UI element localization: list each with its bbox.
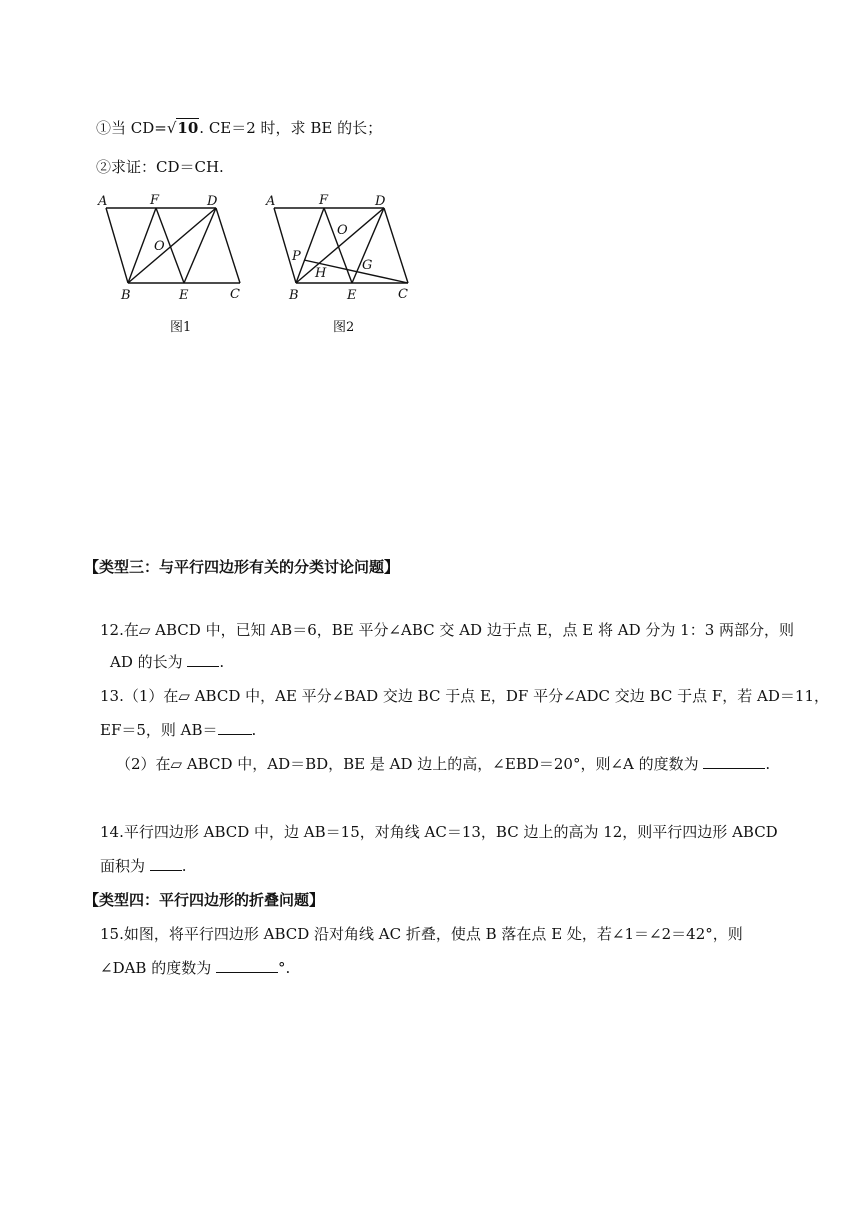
fig1-label-o: O (154, 239, 165, 254)
q11-part1-post: . CE＝2 时，求 BE 的长； (199, 119, 383, 137)
fig2-label-f: F (319, 193, 329, 208)
fig1-label-c: C (230, 287, 240, 302)
section-4-title: 【类型四：平行四边形的折叠问题】 (84, 891, 325, 909)
q14-answer-blank[interactable] (150, 856, 182, 871)
section-3-title: 【类型三：与平行四边形有关的分类讨论问题】 (84, 558, 400, 576)
q14-line1: 14.平行四边形 ABCD 中，边 AB＝15，对角线 AC＝13，BC 边上的高为 12，则平行四边形 ABCD (100, 823, 778, 841)
q15-answer-blank[interactable] (216, 958, 278, 973)
fig1-label-e: E (179, 288, 189, 303)
q12-answer-blank[interactable] (187, 652, 219, 667)
q14-line2-post: . (181, 857, 187, 875)
fig2-label-g: G (362, 258, 373, 273)
q12-line2 (110, 652, 224, 672)
fig2-label-e: E (347, 288, 357, 303)
fig1-label-a: A (98, 194, 108, 209)
figure-1 (94, 188, 254, 308)
q13-part1-answer-blank[interactable] (218, 720, 252, 735)
q14-line2 (100, 856, 187, 876)
figure-2-caption: 图2 (333, 320, 355, 335)
fig2-label-b: B (289, 288, 299, 303)
fig2-label-c: C (398, 287, 408, 302)
fig2-label-d: D (375, 194, 386, 209)
sqrt-sign: √ (166, 119, 177, 137)
fig1-label-f: F (150, 193, 160, 208)
fig1-label-d: D (207, 194, 218, 209)
q11-part1-pre: ①当 CD= (96, 119, 167, 137)
q15-line1: 15.如图，将平行四边形 ABCD 沿对角线 AC 折叠，使点 B 落在点 E 处，若∠1＝∠2＝42°，则 (100, 925, 743, 943)
fig2-label-o: O (337, 223, 348, 238)
q12-line2-pre: AD 的长为 (110, 653, 188, 671)
q13-part2-answer-blank[interactable] (703, 754, 765, 769)
fig1-label-b: B (121, 288, 131, 303)
fig2-label-a: A (266, 194, 276, 209)
q12-line1: 12.在▱ ABCD 中，已知 AB＝6，BE 平分∠ABC 交 AD 边于点 E，点 E 将 AD 分为 1：3 两部分，则 (100, 621, 795, 639)
q11-part2: ②求证：CD＝CH. (96, 158, 224, 176)
q15-line2 (100, 958, 290, 978)
sqrt-radicand: 10 (177, 119, 199, 137)
q15-line2-post: °. (278, 959, 291, 977)
q12-line2-post: . (219, 653, 225, 671)
q13-line2 (100, 720, 256, 740)
q11-part1 (96, 118, 382, 138)
figure-2 (262, 188, 422, 308)
q15-line2-pre: ∠DAB 的度数为 (100, 959, 216, 977)
figure-1-caption: 图1 (170, 320, 192, 335)
q13-line2-pre: EF＝5，则 AB＝ (100, 721, 218, 739)
q13-line3 (116, 754, 770, 774)
q13-line3-pre: （2）在▱ ABCD 中，AD＝BD，BE 是 AD 边上的高，∠EBD＝20°，则∠A 的度数为 (116, 755, 704, 773)
q13-line2-post: . (251, 721, 257, 739)
fig2-label-p: P (292, 249, 301, 264)
q13-line3-post: . (765, 755, 771, 773)
fig2-label-h: H (315, 266, 327, 281)
q14-line2-pre: 面积为 (100, 857, 150, 875)
q13-line1: 13.（1）在▱ ABCD 中，AE 平分∠BAD 交边 BC 于点 E，DF 平分∠ADC 交边 BC 于点 F，若 AD＝11， (100, 687, 829, 705)
